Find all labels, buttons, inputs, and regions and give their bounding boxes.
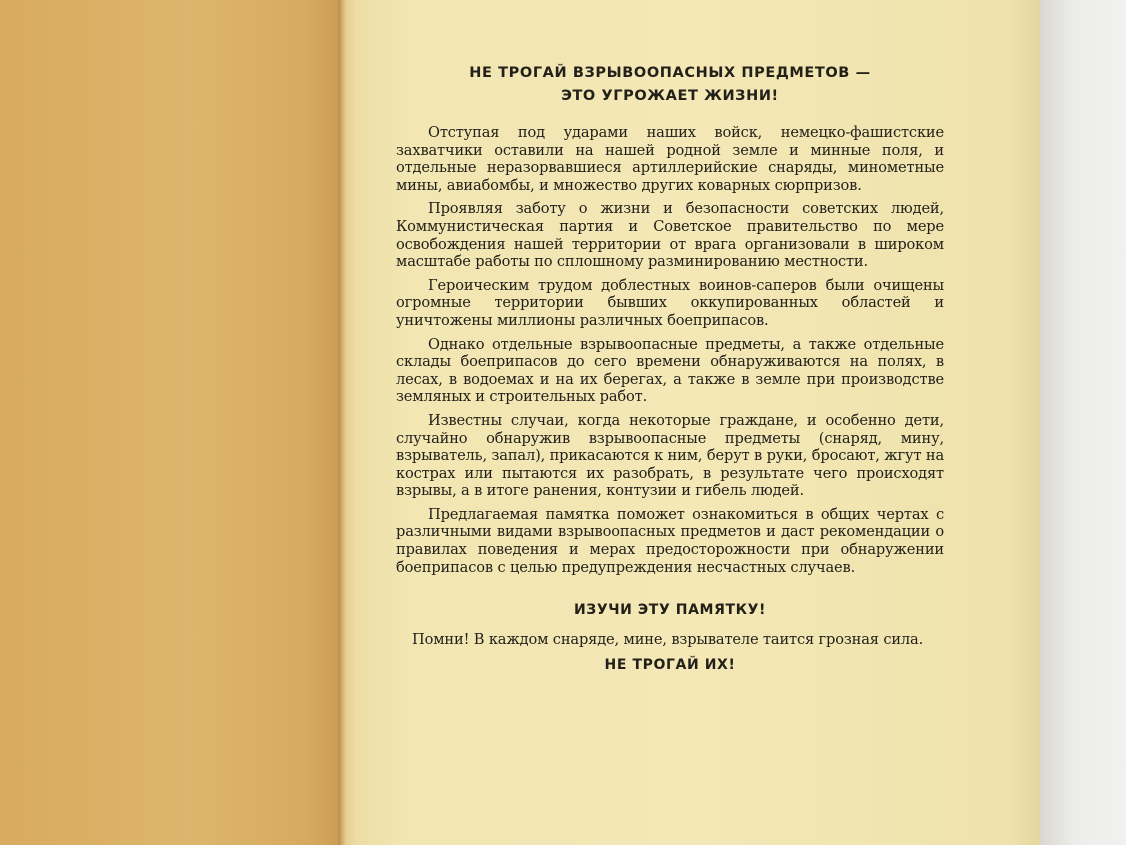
study-heading: ИЗУЧИ ЭТУ ПАМЯТКУ! <box>573 602 767 619</box>
left-page <box>0 0 347 845</box>
document-text <box>396 62 944 673</box>
paragraph-4: Однако отдельные взрывоопасные предметы, а также отдельные склады боеприпасов до сего времени обнаруживаются на полях, в лесах, в водоемах и на их берегах, а также в земле при производстве земляных и строительных работ. <box>396 335 944 406</box>
paragraph-3: Героическим трудом доблестных воинов-саперов были очищены огромные территории бывших оккупированных областей и уничтожены миллионы различных боеприпасов. <box>396 276 944 329</box>
paragraph-6: Предлагаемая памятка поможет ознакомиться в общих чертах с различными видами взрывоопасных предметов и даст рекомендации о правилах поведения и мерах предосторожности при обнаружении боеприпасов с целью предупреждения несчастных случаев. <box>396 505 944 576</box>
page-edge <box>1040 0 1126 845</box>
paragraph-2: Проявляя заботу о жизни и безопасности советских людей, Коммунистическая партия и Советское правительство по мере освобождения нашей территории от врага организовали в широком масштабе работы по сплошному разминированию местности. <box>396 200 944 271</box>
paragraph-1: Отступая под ударами наших войск, немецко-фашистские захватчики оставили на нашей родной земле и минные поля, и отдельные неразорвавшиеся артиллерийские снаряды, минометные мины, авиабомбы, и множество других коварных сюрпризов. <box>396 124 944 194</box>
book-gutter <box>338 0 356 845</box>
title-line-1: НЕ ТРОГАЙ ВЗРЫВООПАСНЫХ ПРЕДМЕТОВ — <box>469 65 871 81</box>
remember-text: Помни! В каждом снаряде, мине, взрывателе таится грозная сила. <box>412 631 924 649</box>
paragraph-5: Известны случаи, когда некоторые граждане, и особенно дети, случайно обнаружив взрывоопасные предметы (снаряд, мину, взрыватель, запал), прикасаются к ним, берут в руки, бросают, жгут на кострах или пытаются их разобрать, в результате чего происходят взрывы, а в итоге ранения, контузии и гибель людей. <box>396 411 944 500</box>
title-line-2: ЭТО УГРОЖАЕТ ЖИЗНИ! <box>561 88 779 104</box>
closing-heading: НЕ ТРОГАЙ ИХ! <box>604 657 736 674</box>
